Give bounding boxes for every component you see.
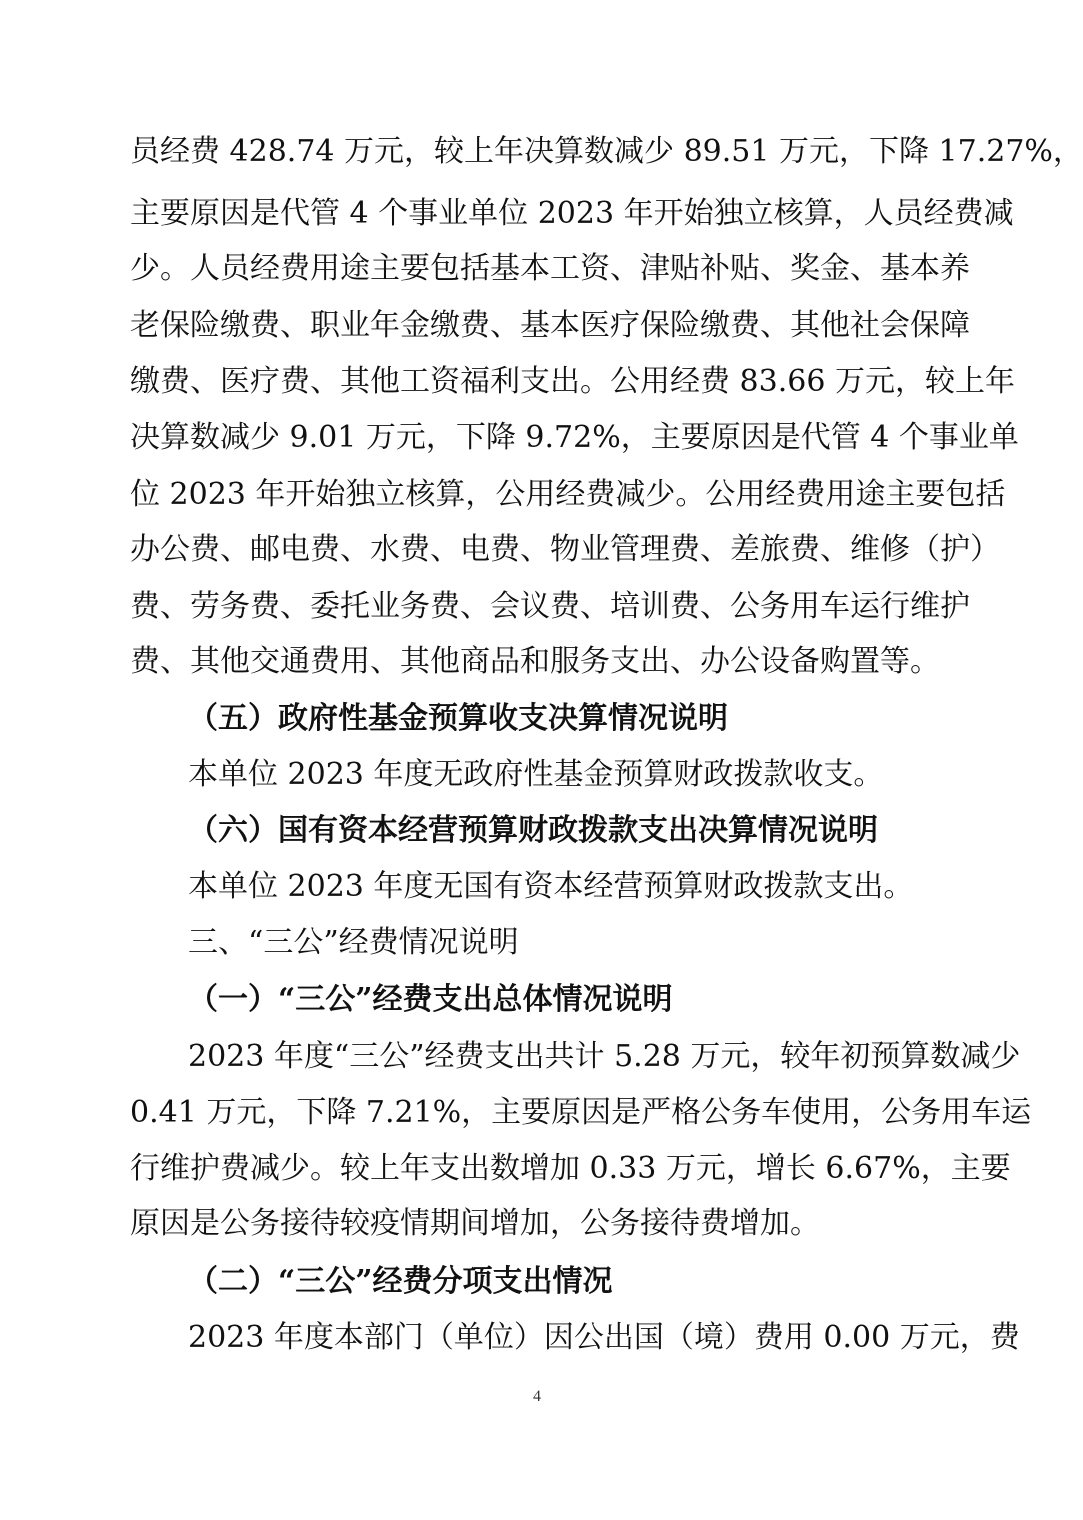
paragraph-line: 员经费 428.74 万元，较上年决算数减少 89.51 万元，下降 17.27%， <box>130 134 1083 169</box>
section-heading: （五）政府性基金预算收支决算情况说明 <box>188 701 728 736</box>
page-number: 4 <box>533 1388 541 1405</box>
section-heading: （六）国有资本经营预算财政拨款支出决算情况说明 <box>188 813 878 848</box>
paragraph-line: 决算数减少 9.01 万元，下降 9.72%，主要原因是代管 4 个事业单 <box>130 420 1019 455</box>
paragraph-line: 2023 年度本部门（单位）因公出国（境）费用 0.00 万元，费 <box>188 1320 1020 1355</box>
paragraph-line: 主要原因是代管 4 个事业单位 2023 年开始独立核算，人员经费减 <box>130 196 1014 231</box>
section-text: 本单位 2023 年度无政府性基金预算财政拨款收支。 <box>188 757 884 792</box>
paragraph-line: 0.41 万元，下降 7.21%，主要原因是严格公务车使用，公务用车运 <box>130 1095 1032 1130</box>
paragraph-line: 费、其他交通费用、其他商品和服务支出、办公设备购置等。 <box>130 644 940 679</box>
paragraph-line: 缴费、医疗费、其他工资福利支出。公用经费 83.66 万元，较上年 <box>130 364 1015 399</box>
paragraph-line: 办公费、邮电费、水费、电费、物业管理费、差旅费、维修（护） <box>130 532 1000 567</box>
paragraph-line: 原因是公务接待较疫情期间增加，公务接待费增加。 <box>130 1206 820 1241</box>
paragraph-line: 行维护费减少。较上年支出数增加 0.33 万元，增长 6.67%，主要 <box>130 1151 1011 1186</box>
paragraph-line: 位 2023 年开始独立核算，公用经费减少。公用经费用途主要包括 <box>130 477 1006 512</box>
section-text: 本单位 2023 年度无国有资本经营预算财政拨款支出。 <box>188 869 914 904</box>
paragraph-line: 老保险缴费、职业年金缴费、基本医疗保险缴费、其他社会保障 <box>130 308 970 343</box>
section-heading: （二）“三公”经费分项支出情况 <box>188 1264 613 1299</box>
paragraph-line: 少。人员经费用途主要包括基本工资、津贴补贴、奖金、基本养 <box>130 251 970 286</box>
paragraph-line: 费、劳务费、委托业务费、会议费、培训费、公务用车运行维护 <box>130 589 970 624</box>
section-heading: （一）“三公”经费支出总体情况说明 <box>188 982 673 1017</box>
paragraph-line: 2023 年度“三公”经费支出共计 5.28 万元，较年初预算数减少 <box>188 1039 1021 1074</box>
chapter-heading: 三、“三公”经费情况说明 <box>188 925 519 960</box>
